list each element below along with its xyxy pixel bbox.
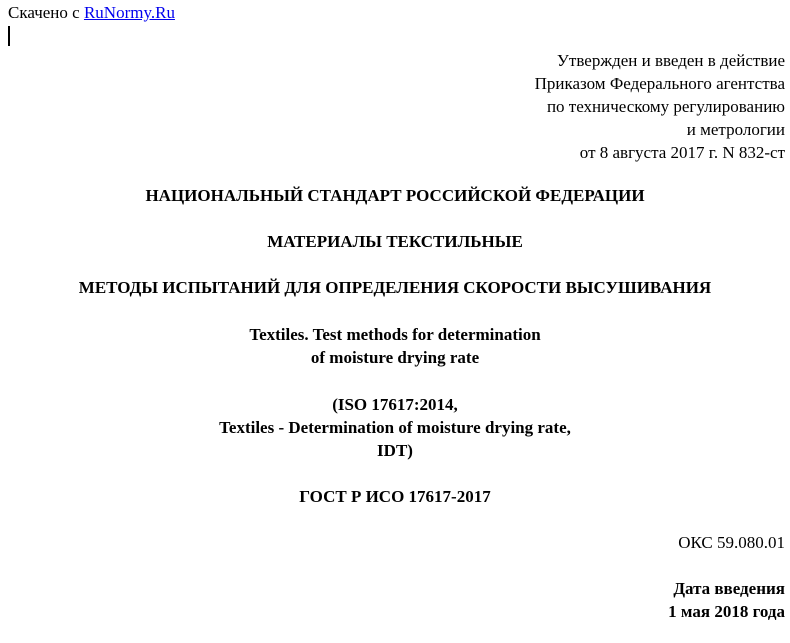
subject-heading: МАТЕРИАЛЫ ТЕКСТИЛЬНЫЕ: [267, 232, 523, 251]
standard-heading: НАЦИОНАЛЬНЫЙ СТАНДАРТ РОССИЙСКОЙ ФЕДЕРАЦИИ: [145, 186, 645, 205]
approval-line: от 8 августа 2017 г. N 832-ст: [579, 143, 785, 162]
runormy-link[interactable]: RuNormy.Ru: [83, 3, 175, 22]
approval-block: [535, 49, 785, 164]
approval-line: и метрологии: [686, 120, 785, 139]
methods-heading: МЕТОДЫ ИСПЫТАНИЙ ДЛЯ ОПРЕДЕЛЕНИЯ СКОРОСТИ ВЫСУШИВАНИЯ: [78, 278, 712, 297]
english-title-line1: Textiles. Test methods for determination: [249, 325, 541, 344]
iso-reference-line2: Textiles - Determination of moisture drying rate,: [219, 418, 571, 437]
text-cursor: [8, 26, 10, 46]
iso-reference-line3: IDT): [377, 441, 413, 460]
oks-code: ОКС 59.080.01: [678, 533, 785, 552]
downloaded-from-note: [8, 3, 175, 23]
iso-reference-line1: (ISO 17617:2014,: [332, 395, 458, 414]
intro-date-value: 1 мая 2018 года: [668, 602, 785, 621]
english-title-line2: of moisture drying rate: [310, 348, 480, 367]
gost-designation: ГОСТ Р ИСО 17617-2017: [299, 487, 491, 506]
approval-line: по техническому регулированию: [546, 97, 785, 116]
downloaded-prefix: Скачено с: [8, 3, 84, 22]
intro-date-label: Дата введения: [673, 579, 785, 598]
approval-line: Утвержден и введен в действие: [556, 51, 785, 70]
approval-line: Приказом Федерального агентства: [534, 74, 785, 93]
